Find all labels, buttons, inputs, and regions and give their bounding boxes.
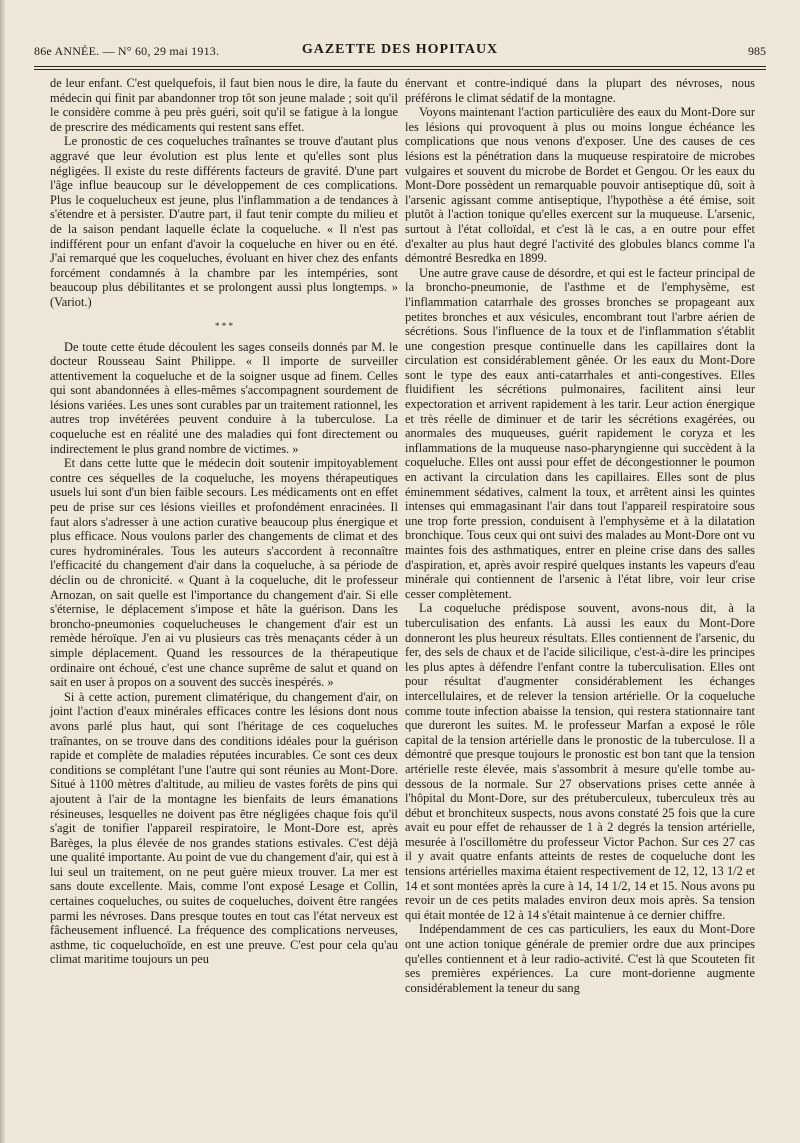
header-rule-bottom [34, 69, 766, 70]
paragraph: Le pronostic de ces coqueluches traînantes se trouve d'autant plus aggravé que leur évolution est plus lente et qu'elles sont plus négligées. Il existe du reste différents facteurs de gravité. D'une part l'âge influe beaucoup sur le développement de ces complications. Plus le coquelucheux est jeune, plus l'inflammation a de tendances à s'étendre et à persister. D'autre part, il faut tenir compte du milieu et de la saison pendant laquelle éclate la coqueluche. « Il n'est pas indifférent pour un enfant d'avoir la coqueluche en hiver ou en été. J'ai remarqué que les coqueluches, évoluant en hiver chez des enfants forcément condamnés à la chambre par les intempéries, sont beaucoup plus débilitantes et se prolongent aussi plus longtemps. » (Variot.) [50, 134, 398, 309]
issue-info: 86e ANNÉE. — N° 60, 29 mai 1913. [34, 44, 220, 58]
page-number: 985 [748, 44, 766, 58]
scan-edge-shadow [0, 0, 6, 1143]
right-column [405, 76, 755, 995]
paragraph: Indépendamment de ces cas particuliers, les eaux du Mont-Dore ont une action tonique générale de premier ordre due aux principes qu'elles contiennent et à leur radio-activité. C'est là que Scouteten fit ses premières expériences. La cure mont-dorienne augmente considérablement la teneur du sang [405, 922, 755, 995]
left-column [50, 76, 398, 967]
paragraph: Et dans cette lutte que le médecin doit soutenir impitoyablement contre ces séquelles de la coqueluche, les moyens thérapeutiques usuels lui sont d'un bien faible secours. Les médicaments ont en effet peu de prise sur ces lésions vieilles et profondément enracinées. Il faut alors s'adresser à une action curative beaucoup plus énergique et plus efficace. Nous voulons parler des changements de climat et des cures hydrominérales. Tous les auteurs s'accordent à reconnaître l'efficacité du changement d'air dans la coqueluche, à sa période de déclin ou de chronicité. « Quant à la coqueluche, dit le professeur Arnozan, on sait quelle est l'importance du changement d'air. Si elle s'éternise, le déplacement s'impose et hâte la guérison. Dans les broncho-pneumonies coquelucheuses le changement d'air est un remède héroïque. J'en ai vu plusieurs cas très menaçants céder à un simple déplacement. Quand les ressources de la thérapeutique ordinaire ont échoué, c'est une chance suprême de salut et quand on sait en user à propos on a souvent des succès inespérés. » [50, 456, 398, 690]
running-header [34, 44, 766, 62]
paragraph: La coqueluche prédispose souvent, avons-nous dit, à la tuberculisation des enfants. Là aussi les eaux du Mont-Dore donneront les plus heureux résultats. Elles contiennent de l'arsenic, du fer, des sels de chaux et de l'acide silicilique, c'est-à-dire les principes les plus aptes à défendre l'enfant contre la tuberculisation. Elles ont pour résultat d'augmenter considérablement les échanges intercellulaires, et de relever la tension artérielle. Or la coqueluche comme toute infection abaisse la tension, qui restera stationnaire tant que dureront les suites. M. le professeur Marfan a exposé le rôle capital de la tension artérielle dans le pronostic de la tuberculose. Il a démontré que presque toujours le pronostic est bon tant que la tension artérielle reste élevée, mais s'assombrit à mesure qu'elle tombe au-dessous de la normale. Sur 27 observations prises cette année à l'hôpital du Mont-Dore, sur des prétuberculeux, tuberculeux très au début et bronchiteux suspects, nous avons constaté 25 fois que la cure avait eu pour effet de rehausser de 1 à 2 degrés la tension artérielle, mesurée à l'oscillomètre du professeur Victor Pachon. Sur ces 27 cas il y avait quatre enfants atteints de restes de coqueluche dont les tensions artérielles maxima étaient respectivement de 12, 12, 13 1/2 et 14 et sont montées après la cure à 14, 14 1/2, 14 et 15. Nous avons pu revoir un de ces petits malades environ deux mois après. Sa tension qui était montée de 12 à 14 s'était maintenue à ce dernier chiffre. [405, 601, 755, 922]
separator-stars: * * * [215, 320, 233, 331]
paragraph: Voyons maintenant l'action particulière des eaux du Mont-Dore sur les lésions qui provoquent à plus ou moins longue échéance les complications que nous venons d'exposer. Une des causes de ces lésions est la pénétration dans la muqueuse respiratoire de microbes vulgaires et souvent du microbe de Bordet et Gengou. Or les eaux du Mont-Dore possèdent un remarquable pouvoir antiseptique dû, soit à l'arsenic agissant comme antiseptique, l'hypothèse a été émise, soit plutôt à l'action tonique qu'elles exercent sur la muqueuse. L'arsenic, surtout à l'état colloïdal, et c'est là le cas, a en outre pour effet d'exalter au plus haut degré l'activité des globules blancs comme l'a démontré Besredka en 1899. [405, 105, 755, 266]
journal-title: GAZETTE DES HOPITAUX [301, 42, 499, 57]
paragraph: Si à cette action, purement climatérique, du changement d'air, on joint l'action d'eaux minérales efficaces contre les lésions dont nous avons parlé plus haut, qui sont l'héritage de ces coqueluches traînantes, on se trouve dans des conditions idéales pour la guérison rapide et complète de maladies réputées incurables. Ce sont ces deux conditions se complétant l'une l'autre qui sont réunies au Mont-Dore. Situé à 1100 mètres d'altitude, au milieu de vastes forêts de pins qui ajoutent à l'air de la montagne les bienfaits de leurs émanations résineuses, lesquelles ne doivent pas être négligées chaque fois qu'il s'agit de tonifier l'appareil respiratoire, le Mont-Dore est, après Barèges, la plus élevée de nos grandes stations estivales. C'est déjà une qualité importante. Au point de vue du changement d'air, qui est à lui seul un traitement, on ne peut guère mieux trouver. La mer est sans doute excellente. Mais, comme l'ont exposé Lesage et Collin, certaines coqueluches, ou suites de coqueluches, doivent être rangées parmi les névroses. Dans presque toutes en tout cas l'état nerveux est fâcheusement influencé. La fréquence des complications nerveuses, asthme, tic coqueluchoïde, en est une preuve. C'est pour cela qu'au climat maritime toujours un peu [50, 689, 398, 967]
paragraph: De toute cette étude découlent les sages conseils donnés par M. le docteur Rousseau Saint Philippe. « Il importe de surveiller attentivement la coqueluche et de la soigner usque ad finem. Celles qui sont abandonnées à elles-mêmes s'accompagnent sourdement de lésions variées. Les unes sont curables par un traitement rationnel, les autres trop invétérées peuvent conduire à la tuberculose. La coqueluche est en réalité une des maladies qui font directement ou indirectement le plus grand nombre de victimes. » [50, 339, 398, 456]
paragraph: de leur enfant. C'est quelquefois, il faut bien nous le dire, la faute du médecin qui finit par abandonner trop tôt son jeune malade ; soit qu'il le considère comme à peu près guéri, soit qu'il se fatigue à la longue de prescrire des médicaments qui restent sans effet. [50, 76, 398, 134]
header-rule-top [34, 66, 766, 67]
section-separator [50, 322, 398, 330]
paragraph: Une autre grave cause de désordre, et qui est le facteur principal de la broncho-pneumonie, de l'asthme et de l'emphysème, est l'inflammation catarrhale des grosses bronches se propageant aux petites bronches et aux vésicules, encombrant tout l'arbre aérien de sécrétions. Sous l'influence de la toux et de l'inflammation s'établit une congestion presque continuelle dans les capillaires dont la circulation est considérablement gênée. Or les eaux du Mont-Dore sont le type des eaux anti-catarrhales et anti-congestives. Elles fluidifient les sécrétions pulmonaires, facilitent ainsi leur expectoration et arrivent rapidement à les tarir. Leur action énergique et très réelle de diminuer et de tarir les sécrétions exagérées, ou anormales des muqueuses, guérit rapidement le coryza et les inflammations de la muqueuse naso-pharyngienne qui succèdent à la coqueluche. Elles ont aussi pour effet de décongestionner le poumon en activant la circulation dans les capillaires. Elles sont de plus éminemment sédatives, calment la toux, et arrêtent ainsi les quintes intenses qui emmagasinant l'air dans tout l'appareil respiratoire sous une trop forte pression, conduisent à l'emphysème et à la dilatation bronchique. Tous ceux qui ont suivi des malades au Mont-Dore ont vu maintes fois des asthmatiques, entrer en pleine crise dans des salles d'aspiration, et, après avoir respiré quelques instants les vapeurs d'eau minérale qui contiennent de l'arsenic à l'état libre, voir leur crise cesser complètement. [405, 265, 755, 601]
paragraph: énervant et contre-indiqué dans la plupart des névroses, nous préférons le climat sédatif de la montagne. [405, 76, 755, 105]
